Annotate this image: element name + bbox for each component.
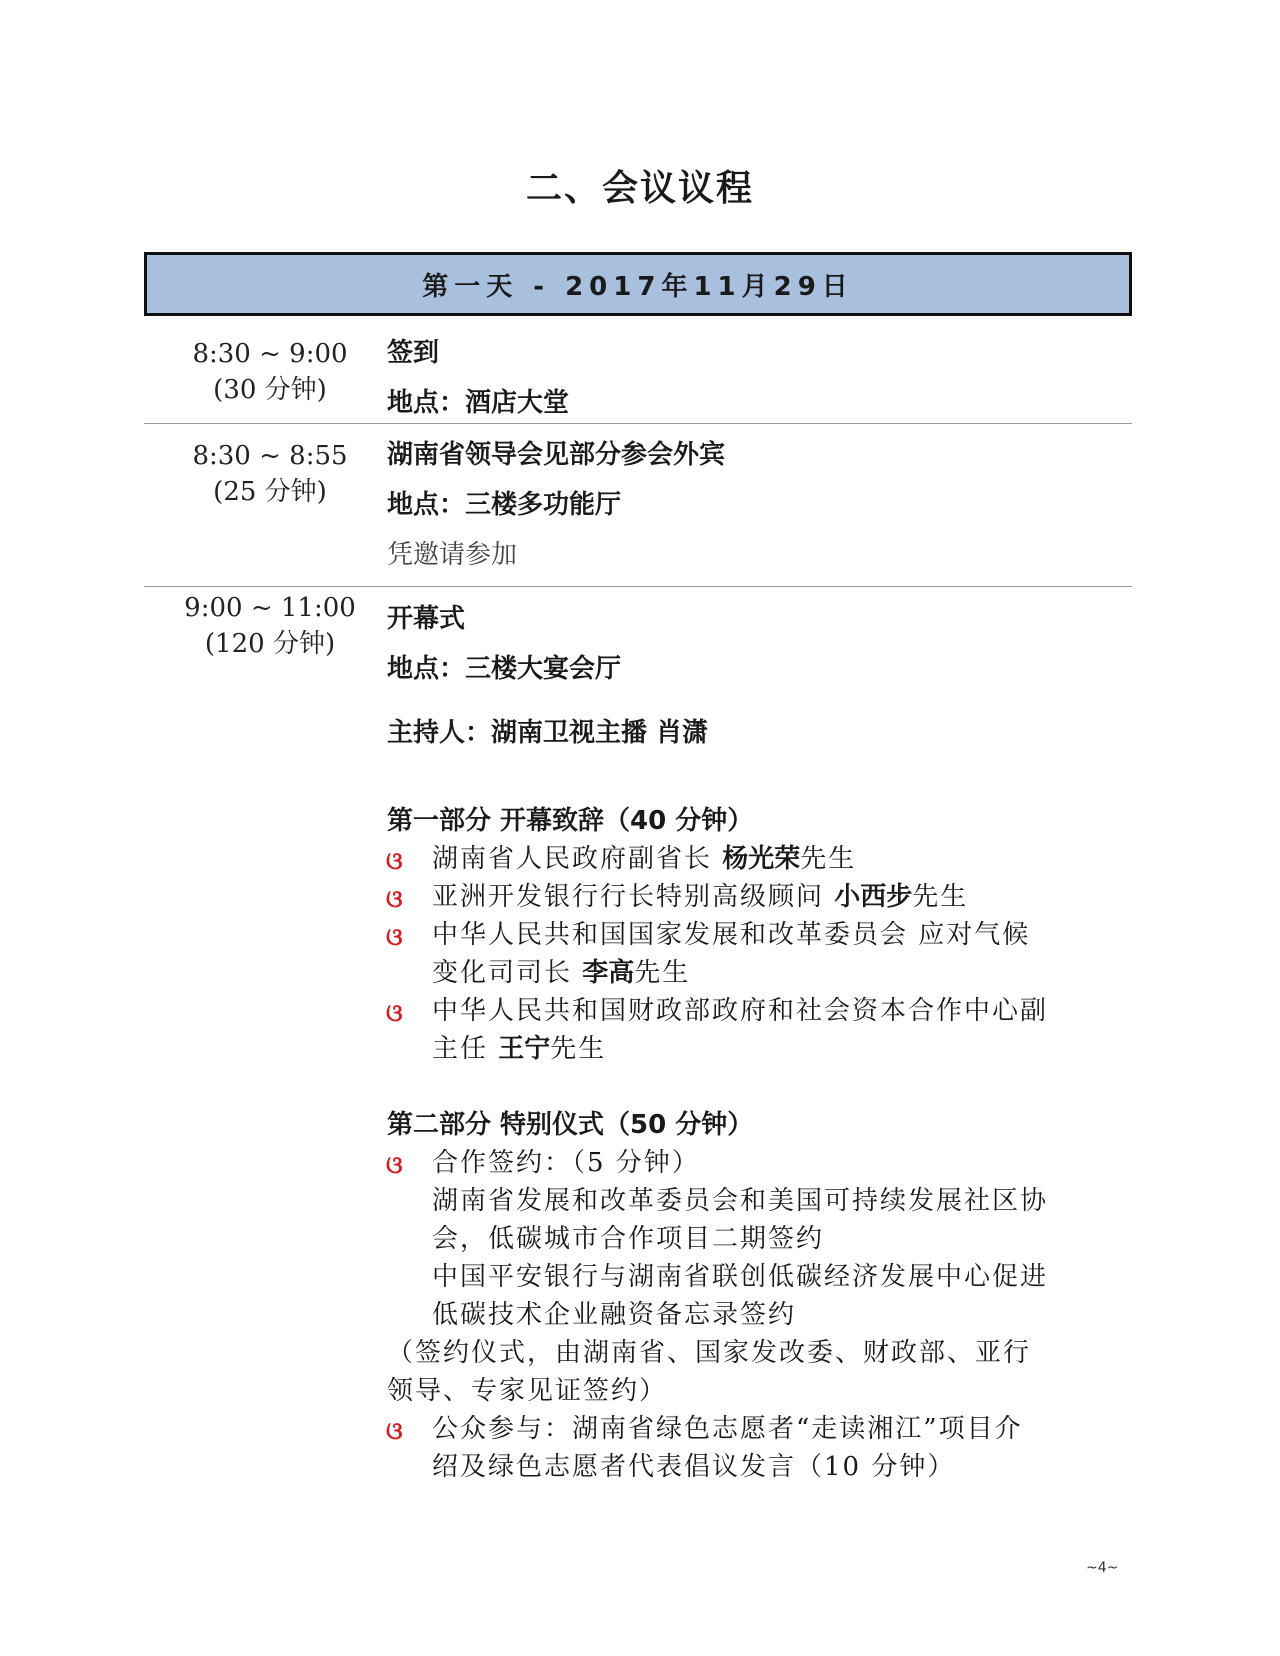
bullet-icon: ଓ [386, 1150, 403, 1179]
session-time: 8:30 ~ 8:55 [192, 441, 348, 471]
part1-heading: 第一部分 开幕致辞（40 分钟） [387, 806, 754, 836]
session-location: 地点：酒店大堂 [387, 388, 570, 418]
speaker-line-cont [432, 1030, 606, 1068]
signing-label: 合作签约：（5 分钟） [432, 1148, 700, 1178]
session-title: 开幕式 [387, 604, 466, 634]
bullet-icon: ଓ [386, 998, 403, 1027]
row-divider [144, 423, 1132, 424]
witness-line: 领导、专家见证签约） [387, 1376, 668, 1406]
speaker-line-cont [432, 954, 690, 992]
speaker-suffix: 先生 [912, 882, 969, 912]
speaker-role: 湖南省人民政府副省长 [432, 844, 713, 874]
speaker-line: 中华人民共和国国家发展和改革委员会 应对气候 [432, 920, 1031, 950]
signing-line: 中国平安银行与湖南省联创低碳经济发展中心促进 [432, 1262, 1049, 1292]
signing-line: 会，低碳城市合作项目二期签约 [432, 1224, 825, 1254]
speaker-role: 主任 [432, 1034, 489, 1064]
session-time: 8:30 ~ 9:00 [192, 339, 348, 369]
witness-line: （签约仪式，由湖南省、国家发改委、财政部、亚行 [387, 1338, 1032, 1368]
speaker-name: 李高 [582, 958, 635, 988]
session-duration: (25 分钟) [213, 477, 327, 507]
speaker-line [432, 840, 856, 878]
speaker-role: 亚洲开发银行行长特别高级顾问 [432, 882, 825, 912]
speaker-line: 中华人民共和国财政部政府和社会资本合作中心副 [432, 996, 1049, 1026]
public-line: 公众参与：湖南省绿色志愿者“走读湘江”项目介 [432, 1414, 1023, 1444]
bullet-icon: ଓ [386, 1416, 403, 1445]
session-duration: (120 分钟) [204, 629, 336, 659]
page-number: ~4~ [1086, 1560, 1119, 1576]
public-line: 绍及绿色志愿者代表倡议发言（10 分钟） [432, 1452, 956, 1482]
speaker-suffix: 先生 [800, 844, 857, 874]
session-duration: (30 分钟) [213, 375, 327, 405]
bullet-icon: ଓ [386, 884, 403, 913]
signing-line: 低碳技术企业融资备忘录签约 [432, 1300, 797, 1330]
session-title: 签到 [387, 338, 440, 368]
part2-heading: 第二部分 特别仪式（50 分钟） [387, 1110, 754, 1140]
speaker-line [432, 878, 968, 916]
session-host: 主持人：湖南卫视主播 肖潇 [387, 718, 709, 748]
bullet-icon: ଓ [386, 922, 403, 951]
session-note: 凭邀请参加 [387, 540, 518, 570]
speaker-suffix: 先生 [550, 1034, 607, 1064]
speaker-name: 小西步 [834, 882, 913, 912]
speaker-suffix: 先生 [634, 958, 691, 988]
speaker-role: 变化司司长 [432, 958, 573, 988]
speaker-name: 王宁 [498, 1034, 551, 1064]
session-title: 湖南省领导会见部分参会外宾 [387, 440, 726, 470]
session-location: 地点：三楼大宴会厅 [387, 654, 622, 684]
row-divider [144, 586, 1132, 587]
speaker-name: 杨光荣 [722, 844, 801, 874]
session-time: 9:00 ~ 11:00 [184, 593, 356, 623]
page-title: 二、会议议程 [525, 168, 754, 209]
day-header: 第一天 - 2017年11月29日 [144, 252, 1132, 316]
session-location: 地点：三楼多功能厅 [387, 490, 622, 520]
bullet-icon: ଓ [386, 846, 403, 875]
signing-line: 湖南省发展和改革委员会和美国可持续发展社区协 [432, 1186, 1049, 1216]
